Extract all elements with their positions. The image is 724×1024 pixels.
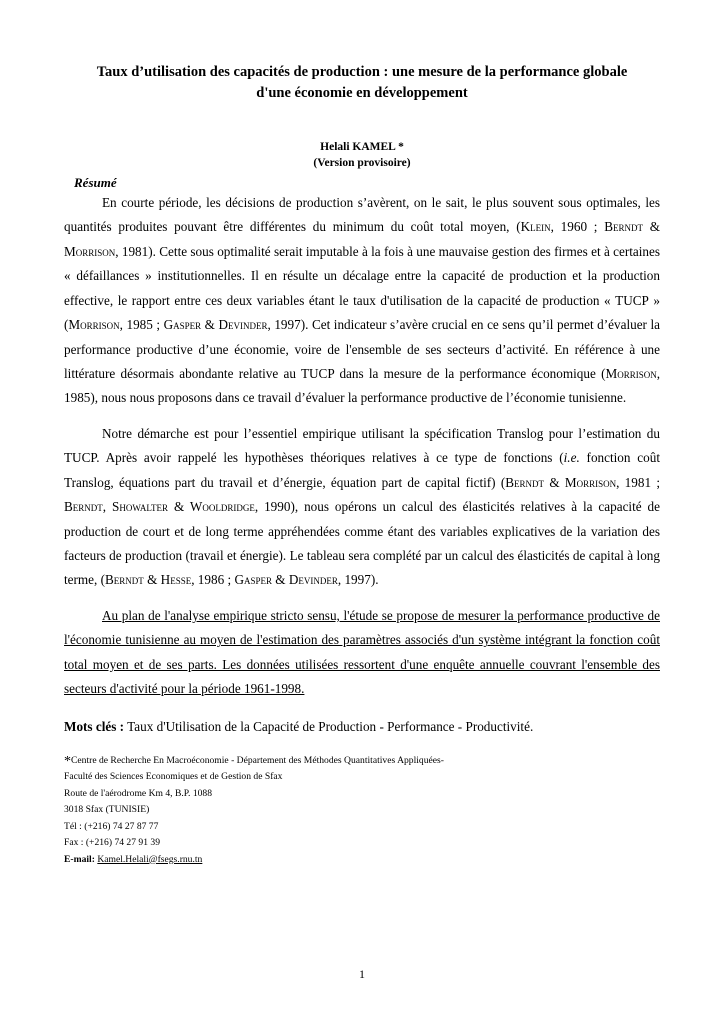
affiliation-block — [64, 753, 660, 869]
affiliation-fax: Fax : (+216) 74 27 91 39 — [64, 837, 161, 849]
author-block — [64, 140, 660, 171]
abstract-paragraph-3: Au plan de l'analyse empirique stricto sensu, l'étude se propose de mesurer la performance productive de l'économie tunisienne au moyen de l'estimation des paramètres associés d'un système intégrant la fonction coût total moyen et de ses parts. Les données utilisées ressortent d'une enquête annuelle couvrant l'ensemble des secteurs d'activité pour la période 1961-1998. — [64, 607, 660, 697]
keywords-value: Taux d'Utilisation de la Capacité de Production - Performance - Productivité. — [127, 718, 534, 734]
affiliation-line-3: Route de l'aérodrome Km 4, B.P. 1088 — [64, 787, 213, 799]
page-title: Taux d’utilisation des capacités de production : une mesure de la performance globale d'une économie en développement — [96, 64, 628, 102]
affiliation-email — [64, 852, 660, 869]
affiliation-phone: Tél : (+216) 74 27 87 77 — [64, 820, 159, 832]
version-note: (Version provisoire) — [313, 156, 411, 169]
keywords-label: Mots clés : — [64, 718, 125, 734]
email-label: E-mail: — [64, 853, 95, 865]
affiliation-line-4: 3018 Sfax (TUNISIE) — [64, 804, 150, 816]
page-number: 1 — [359, 967, 365, 981]
keywords-line — [64, 716, 660, 737]
affiliation-line-2: Faculté des Sciences Economiques et de Gestion de Sfax — [64, 771, 283, 783]
affiliation-line-1: *Centre de Recherche En Macroéconomie - Département des Méthodes Quantitatives Appliquées- — [64, 753, 444, 769]
asterisk-icon: * — [64, 753, 71, 769]
abstract-paragraph-1: En courte période, les décisions de production s’avèrent, on le sait, le plus souvent sous optimales, les quantités produites pouvant être différentes du minimum du coût total moyen, (Klein, 1960 ; Berndt & Morrison, 1981). Cette sous optimalité serait imputable à la fois à une mauvaise gestion des firmes et à certaines « défaillances » institutionnelles. Il en résulte un décalage entre la capacité de production et la production effective, le rapport entre ces deux variables étant le taux d'utilisation de la capacité de production « TUCP » (Morrison, 1985 ; Gasper & Devinder, 1997). Cet indicateur s’avère crucial en ce sens qu’il permet d’évaluer la performance productive d’une économie, voire de l'ensemble de ses secteurs d’activité. En référence à une littérature désormais abondante relative au TUCP dans la mesure de la performance économique (Morrison, 1985), nous nous proposons dans ce travail d’évaluer la performance productive de l’économie tunisienne. — [64, 195, 661, 406]
email-link[interactable]: Kamel.Helali@fsegs.rnu.tn — [97, 853, 203, 865]
abstract-heading: Résumé — [74, 175, 117, 191]
author-name: Helali KAMEL * — [320, 141, 404, 154]
abstract-paragraph-2: Notre démarche est pour l’essentiel empirique utilisant la spécification Translog pour l’estimation du TUCP. Après avoir rappelé les hypothèses théoriques relatives à ce type de fonctions (i.e. fonction coût Translog, équations part du travail et d’énergie, équation part de capital fictif) (Berndt & Morrison, 1981 ; Berndt, Showalter & Wooldridge, 1990), nous opérons un calcul des élasticités relatives à la capacité de production de court et de long terme appréhendées comme étant des variables explicatives de la variation des facteurs de production (travail et énergie). Le tableau sera complété par un calcul des élasticités de capital à long terme, (Berndt & Hesse, 1986 ; Gasper & Devinder, 1997). — [64, 425, 660, 588]
